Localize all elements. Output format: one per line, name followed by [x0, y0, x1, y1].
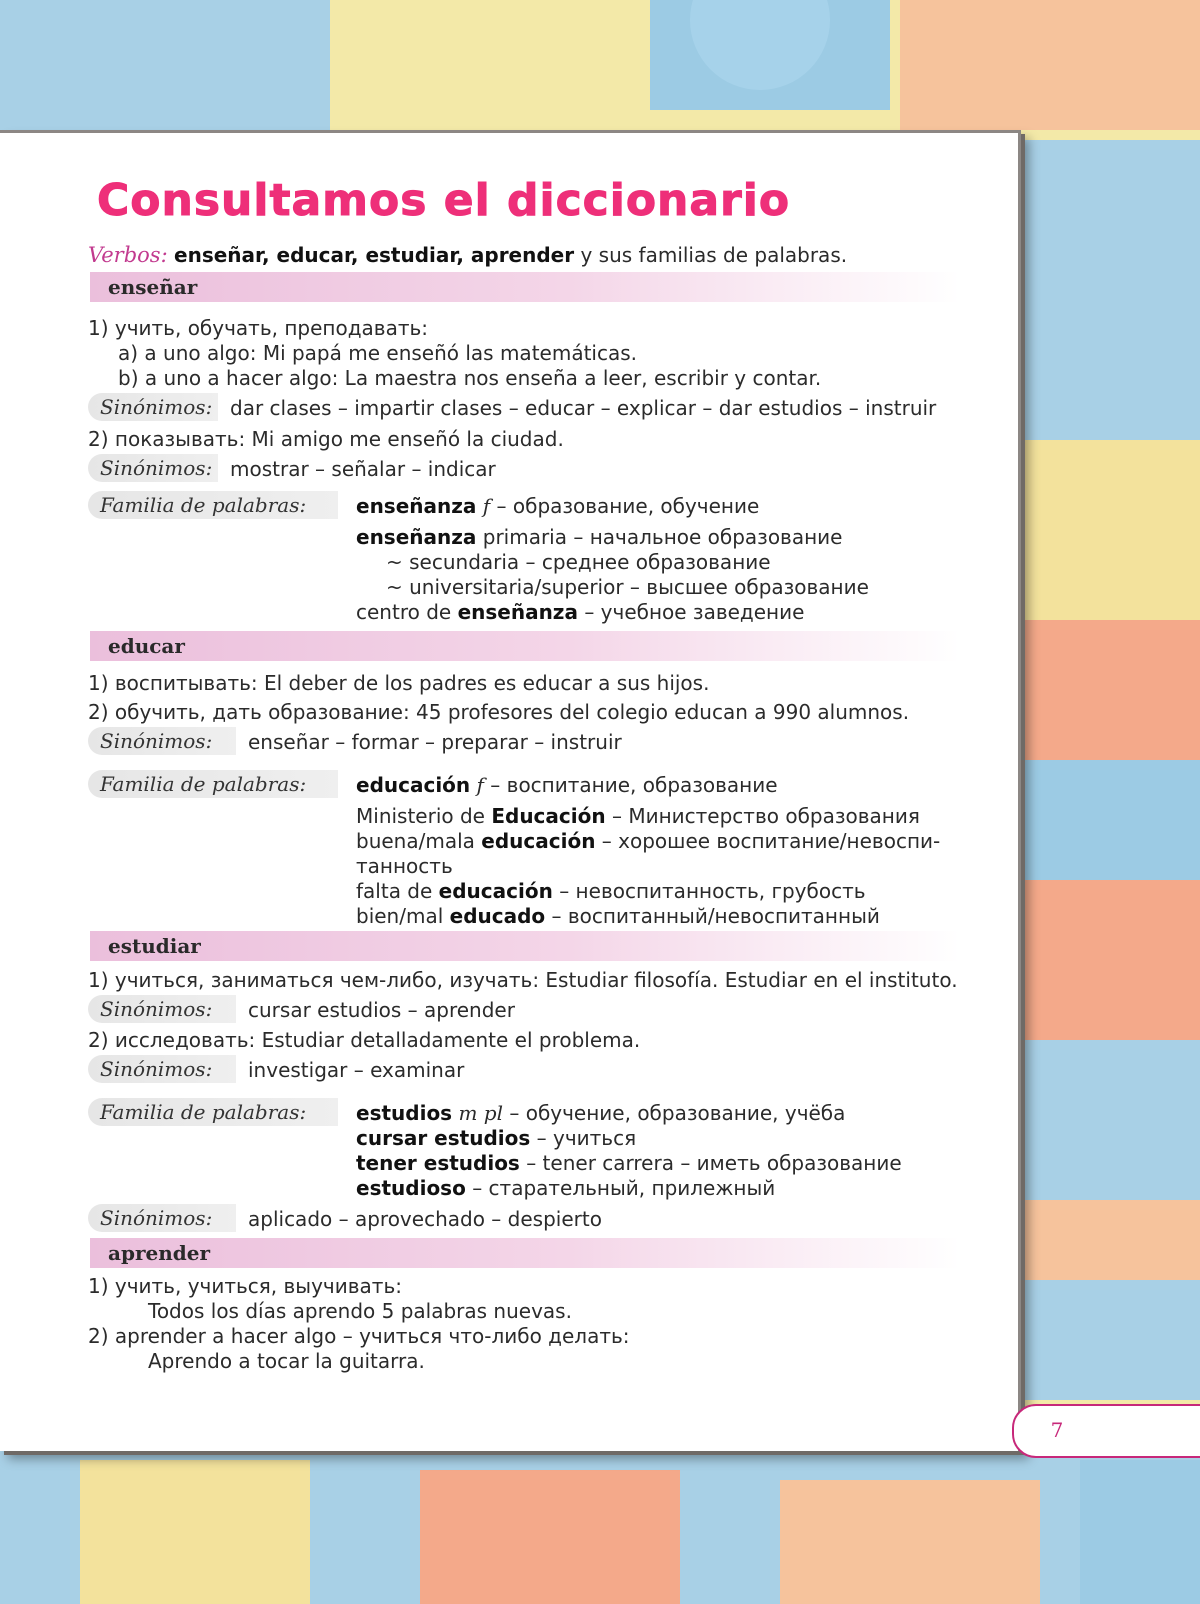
entry-header-educar — [90, 631, 960, 661]
definition-line: 1) учить, учиться, выучивать: — [88, 1274, 402, 1298]
definition-line: 2) aprender a hacer algo – учиться что-либо делать: — [88, 1324, 630, 1348]
definition-line: a) a uno algo: Mi papá me enseñó las matemáticas. — [118, 341, 638, 365]
synonyms-list: cursar estudios – aprender — [248, 998, 515, 1022]
synonyms-list: mostrar – señalar – indicar — [230, 457, 496, 481]
synonyms-label: Sinónimos: — [88, 1055, 236, 1083]
entry-title: enseñar — [108, 275, 198, 299]
synonyms-label: Sinónimos: — [88, 727, 236, 755]
synonyms-list: aplicado – aprovechado – despierto — [248, 1207, 602, 1231]
family-line: buena/mala educación – хорошее воспитание/невоспи- — [356, 829, 941, 853]
definition-line: 1) учиться, заниматься чем-либо, изучать: Estudiar filosofía. Estudiar en el instituto. — [88, 968, 958, 992]
family-line: танность — [356, 854, 453, 878]
page-title: Consultamos el diccionario — [97, 175, 791, 226]
definition-line: 2) обучить, дать образование: 45 profesores del colegio educan a 990 alumnos. — [88, 700, 910, 724]
definition-line: 2) показывать: Mi amigo me enseñó la ciudad. — [88, 427, 564, 451]
family-line: ~ universitaria/superior – высшее образование — [386, 575, 869, 599]
intro-rest: y sus familias de palabras. — [580, 243, 848, 267]
family-line: enseñanza f – образование, обучение — [356, 494, 760, 518]
definition-line: b) a uno a hacer algo: La maestra nos enseña a leer, escribir y contar. — [118, 366, 822, 390]
entry-title: estudiar — [108, 934, 201, 958]
entry-title: educar — [108, 634, 185, 658]
family-line: centro de enseñanza – учебное заведение — [356, 600, 805, 624]
synonyms-label: Sinónimos: — [88, 1204, 236, 1232]
family-line: Ministerio de Educación – Министерство образования — [356, 804, 920, 828]
entry-header-aprender — [90, 1238, 960, 1268]
family-line: educación f – воспитание, образование — [356, 773, 778, 797]
family-line: falta de educación – невоспитанность, грубость — [356, 879, 866, 903]
synonyms-list: investigar – examinar — [248, 1058, 465, 1082]
intro-label: Verbos: — [88, 243, 168, 267]
family-line: tener estudios – tener carrera – иметь образование — [356, 1151, 902, 1175]
definition-line: 2) исследовать: Estudiar detalladamente el problema. — [88, 1028, 641, 1052]
entry-title: aprender — [108, 1241, 210, 1265]
synonyms-list: dar clases – impartir clases – educar – explicar – dar estudios – instruir — [230, 396, 937, 420]
intro-words: enseñar, educar, estudiar, aprender — [174, 243, 575, 267]
word-family-label: Familia de palabras: — [88, 770, 338, 798]
page-number: 7 — [1012, 1404, 1200, 1458]
family-line: estudios m pl – обучение, образование, учёба — [356, 1101, 846, 1125]
family-line: estudioso – старательный, прилежный — [356, 1176, 776, 1200]
example-line: Aprendo a tocar la guitarra. — [148, 1349, 425, 1373]
family-line: enseñanza primaria – начальное образование — [356, 525, 843, 549]
family-line: ~ secundaria – среднее образование — [386, 550, 771, 574]
family-line: bien/mal educado – воспитанный/невоспитанный — [356, 904, 880, 928]
word-family-label: Familia de palabras: — [88, 1098, 338, 1126]
definition-line: 1) учить, обучать, преподавать: — [88, 316, 429, 340]
synonyms-label: Sinónimos: — [88, 393, 218, 421]
example-line: Todos los días aprendo 5 palabras nuevas. — [148, 1299, 572, 1323]
synonyms-label: Sinónimos: — [88, 454, 218, 482]
synonyms-label: Sinónimos: — [88, 995, 236, 1023]
synonyms-list: enseñar – formar – preparar – instruir — [248, 730, 622, 754]
word-family-label: Familia de palabras: — [88, 491, 338, 519]
entry-header-estudiar — [90, 931, 960, 961]
intro-line — [88, 243, 847, 267]
entry-header-ensenar — [90, 272, 960, 302]
family-line: cursar estudios – учиться — [356, 1126, 637, 1150]
definition-line: 1) воспитывать: El deber de los padres es educar a sus hijos. — [88, 671, 710, 695]
